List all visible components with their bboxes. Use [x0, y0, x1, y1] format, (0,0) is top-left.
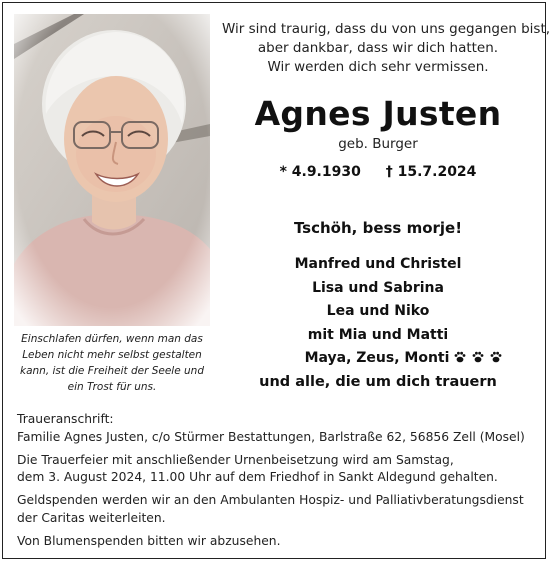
address-text: Familie Agnes Justen, c/o Stürmer Bestattungen, Barlstraße 62, 56856 Zell (Mosel): [17, 429, 525, 444]
address-label: Traueranschrift:: [17, 412, 114, 426]
verse-line: Wir werden dich sehr vermissen.: [267, 59, 489, 75]
farewell-phrase: Tschöh, bess morje!: [293, 219, 463, 237]
mourners-list: [222, 253, 534, 373]
funeral-information: [17, 411, 541, 556]
flowers-note: Von Blumenspenden bitten wir abzusehen.: [17, 533, 281, 548]
address-block: [17, 411, 541, 447]
photo-quote-line: Einschlafen dürfen, wenn man das: [21, 333, 203, 345]
photo-quote-line: kann, ist die Freiheit der Seele und: [20, 365, 204, 377]
photo-quote: [14, 331, 210, 395]
mourner-line: Lea und Niko: [326, 303, 430, 319]
paw-print-icon: [471, 349, 485, 373]
mourner-line-pets: [222, 347, 534, 373]
closing-line: und alle, die um dich trauern: [259, 374, 497, 390]
life-dates: [222, 164, 534, 180]
mourner-line: Lisa und Sabrina: [312, 279, 444, 296]
portrait-photo: [14, 14, 210, 326]
mourner-line: Manfred und Christel: [294, 256, 462, 272]
verse-line: aber dankbar, dass wir dich hatten.: [257, 40, 499, 56]
verse-line: Wir sind traurig, dass du von uns gegangen bist,: [222, 21, 550, 37]
paw-print-icon: [453, 349, 467, 373]
photo-quote-line: ein Trost für uns.: [67, 381, 157, 393]
memorial-verse: [222, 20, 550, 77]
photo-quote-line: Leben nicht mehr selbst gestalten: [22, 349, 202, 361]
donations-line: der Caritas weiterleiten.: [17, 510, 166, 525]
ceremony-line: Die Trauerfeier mit anschließender Urnenbeisetzung wird am Samstag,: [17, 452, 454, 467]
pets-names: Maya, Zeus, Monti: [304, 350, 450, 366]
deceased-name: Agnes Justen: [254, 94, 502, 133]
maiden-name: geb. Burger: [338, 136, 418, 152]
ceremony-block: [17, 452, 541, 488]
paw-print-icon: [489, 349, 503, 373]
donations-line: Geldspenden werden wir an den Ambulanten Hospiz- und Palliativberatungsdienst: [17, 493, 524, 508]
ceremony-line: dem 3. August 2024, 11.00 Uhr auf dem Friedhof in Sankt Aldegund gehalten.: [17, 470, 498, 485]
birth-date: * 4.9.1930: [279, 164, 361, 180]
flowers-block: [17, 533, 541, 551]
death-date: † 15.7.2024: [385, 164, 477, 180]
mourner-line: mit Mia und Matti: [307, 326, 449, 343]
donations-block: [17, 492, 541, 528]
